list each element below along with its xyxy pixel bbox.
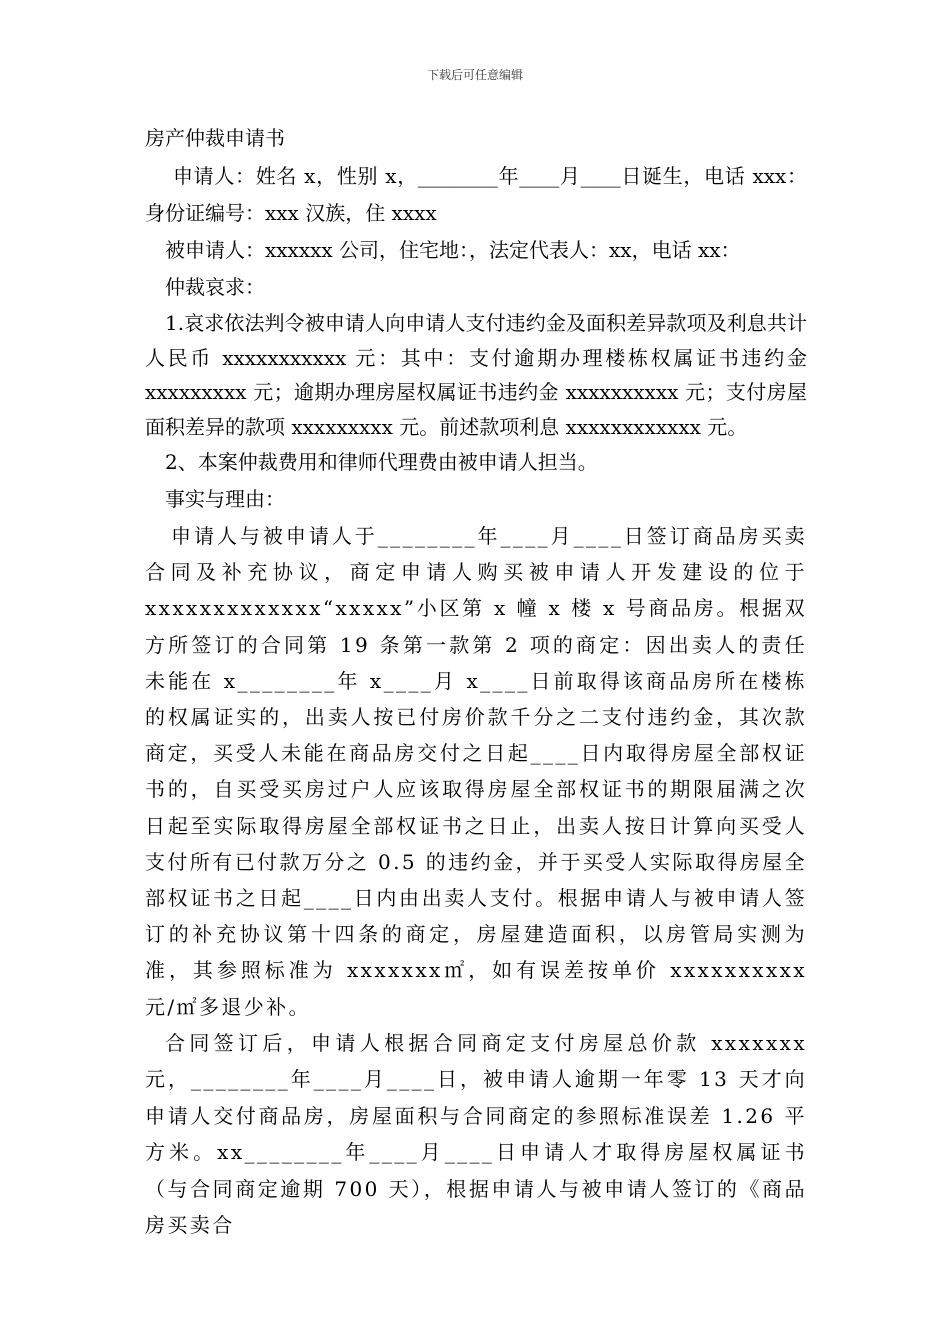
paragraph-facts-after-signing: 合同签订后，申请人根据合同商定支付房屋总价款 xxxxxxx 元，________年____月____日，被申请人逾期一年零 13 天才向申请人交付商品房，房屋面积与合同商定的参照标准误差 1.26 平方米。xx________年____月____日申请人才取得房屋权属证书（与合同商定逾期 700 天），根据申请人与被申请人签订的《商品房买卖合: [145, 1030, 807, 1238]
page-header-note: 下载后可任意编辑: [426, 68, 523, 82]
document-title: 房产仲裁申请书: [145, 126, 285, 150]
paragraph-respondent: 被申请人：xxxxxx 公司，住宅地：，法定代表人：xx，电话 xx：: [165, 238, 741, 262]
paragraph-facts-contract: 申请人与被申请人于________年____月____日签订商品房买卖合同及补充协议，商定申请人购买被申请人开发建设的位于 xxxxxxxxxxxxx“xxxxx”小区第 x 幢 x 楼 x 号商品房。根据双方所签订的合同第 19 条第一款第 2 项的商定：因出卖人的责任未能在 x________年 x____月 x____日前取得该商品房所在楼栋的权属证实的，出卖人按已付房价款千分之二支付违约金，其次款商定，买受人未能在商品房交付之日起____日内取得房屋全部权证书的，自买受买房过户人应该取得房屋全部权证书的期限届满之次日起至实际取得房屋全部权证书之日止，出卖人按日计算向买受人支付所有已付款万分之 0.5 的违约金，并于买受人实际取得房屋全部权证书之日起____日内由出卖人支付。根据申请人与被申请人签订的补充协议第十四条的商定，房屋建造面积，以房管局实测为准，其参照标准为 xxxxxxx㎡，如有误差按单价 xxxxxxxxxx 元/㎡多退少补。: [145, 524, 807, 1019]
paragraph-applicant: 申请人：姓名 x，性别 x，________年____月____日诞生，电话 xxx：身份证编号：xxx 汉族，住 xxxx: [145, 164, 807, 225]
paragraph-claims-heading: 仲裁哀求：: [165, 275, 265, 299]
paragraph-facts-heading: 事实与理由：: [165, 487, 285, 511]
document-body: [145, 158, 807, 1244]
paragraph-claim-1: 1.哀求依法判令被申请人向申请人支付违约金及面积差异款项及利息共计人民币 xxxxxxxxxxx 元：其中：支付逾期办理楼栋权属证书违约金 xxxxxxxxx 元；逾期办理房屋权属证书违约金 xxxxxxxxxx 元；支付房屋面积差异的款项 xxxxxxxxx 元。前述款项利息 xxxxxxxxxxxx 元。: [145, 311, 807, 439]
paragraph-claim-2: 2、本案仲裁费用和律师代理费由被申请人担当。: [165, 450, 598, 474]
